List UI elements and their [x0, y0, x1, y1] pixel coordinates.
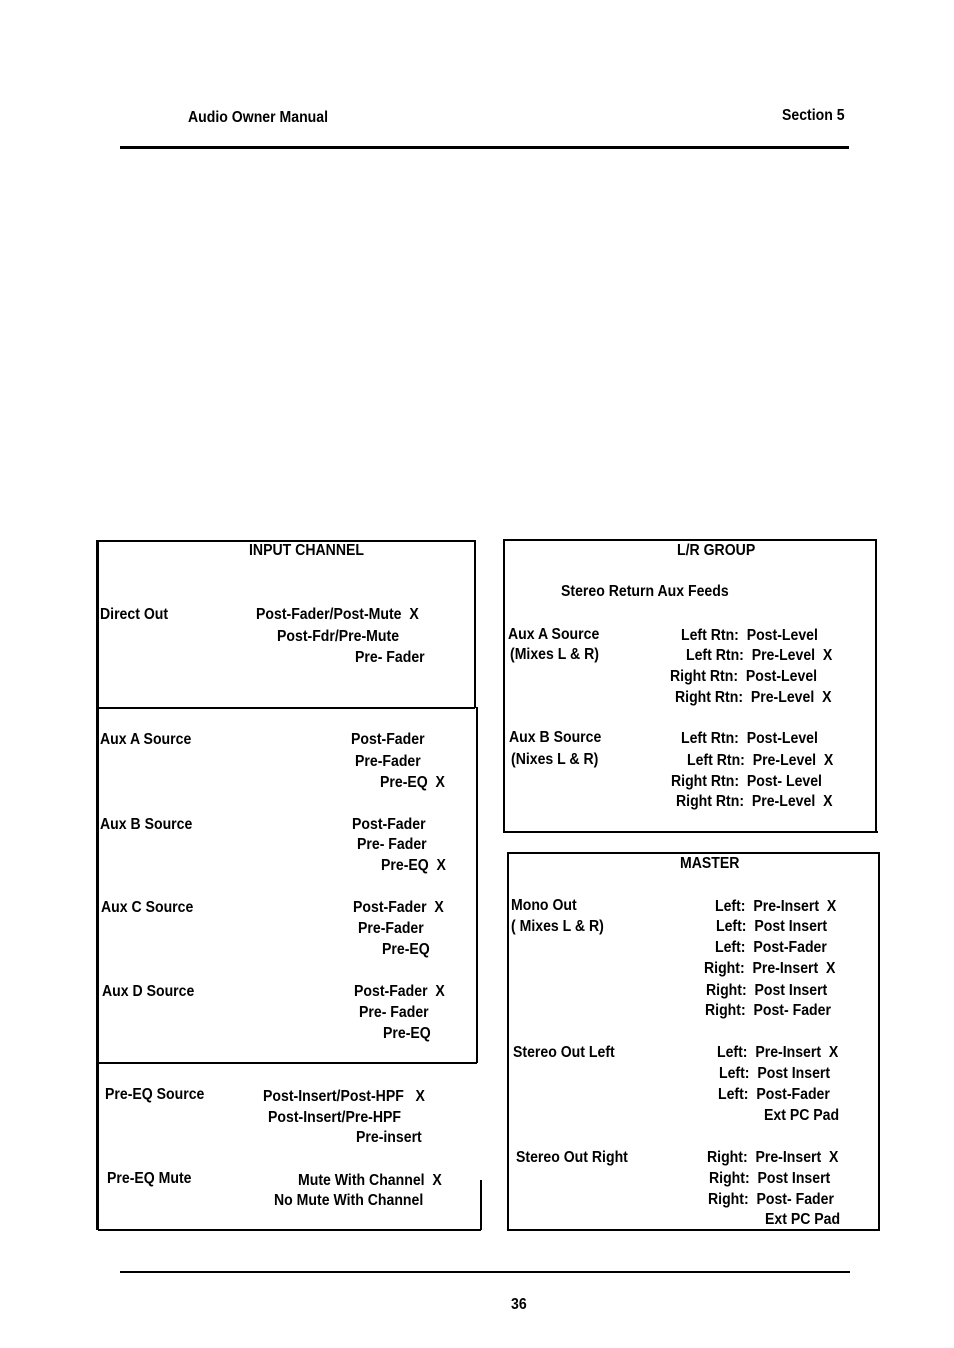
table-right-border	[480, 1180, 482, 1230]
table-right-border	[474, 540, 476, 708]
row-label-aux-a: Aux A Source	[508, 626, 600, 643]
option: Post-Fader X	[354, 983, 445, 1000]
option: Ext PC Pad	[765, 1211, 841, 1228]
option: Left: Post-Fader	[718, 1086, 830, 1103]
option: Left Rtn: Post-Level	[681, 730, 818, 747]
row-sublabel: (Mixes L & R)	[510, 646, 599, 663]
table-bottom-border	[503, 831, 878, 833]
option: Pre- Fader	[355, 649, 425, 666]
table-left-border	[96, 540, 99, 1230]
page-number: 36	[511, 1296, 527, 1313]
option: No Mute With Channel	[274, 1192, 424, 1209]
row-label-aux-d: Aux D Source	[102, 983, 195, 1000]
option: Right: Pre-Insert X	[704, 960, 836, 977]
table-left-border	[503, 539, 505, 832]
option: Ext PC Pad	[764, 1107, 840, 1124]
footer-rule	[120, 1271, 850, 1273]
option: Post-Insert/Pre-HPF	[268, 1109, 402, 1126]
option: Pre- Fader	[359, 1004, 429, 1021]
row-label-aux-b: Aux B Source	[509, 729, 602, 746]
option: Post-Insert/Post-HPF X	[263, 1088, 425, 1105]
row-label-stereo-out-right: Stereo Out Right	[516, 1149, 628, 1166]
option: Pre-EQ	[383, 1025, 431, 1042]
option: Post-Fdr/Pre-Mute	[277, 628, 400, 645]
option: Pre-Fader	[355, 753, 421, 770]
option: Right Rtn: Post- Level	[671, 773, 822, 790]
option: Post-Fader	[352, 816, 426, 833]
option: Pre-insert	[356, 1129, 422, 1146]
option: Post-Fader	[351, 731, 425, 748]
option: Right: Post Insert	[706, 982, 828, 999]
option: Right: Pre-Insert X	[707, 1149, 839, 1166]
option: Pre-EQ	[382, 941, 430, 958]
row-label-pre-eq-mute: Pre-EQ Mute	[107, 1170, 192, 1187]
option: Right Rtn: Pre-Level X	[675, 689, 832, 706]
header-rule	[120, 146, 849, 149]
section-divider	[96, 707, 475, 709]
option: Right Rtn: Pre-Level X	[676, 793, 833, 810]
table-subtitle: Stereo Return Aux Feeds	[561, 583, 729, 600]
row-label-pre-eq-source: Pre-EQ Source	[105, 1086, 205, 1103]
option: Mute With Channel X	[298, 1172, 442, 1189]
option: Right: Post- Fader	[705, 1002, 831, 1019]
document-title: Audio Owner Manual	[188, 109, 329, 126]
table-left-border	[507, 852, 509, 1230]
option: Left Rtn: Pre-Level X	[687, 752, 834, 769]
row-label-mono-out: Mono Out	[511, 897, 577, 914]
table-title: INPUT CHANNEL	[249, 542, 364, 559]
option: Left Rtn: Post-Level	[681, 627, 818, 644]
table-title: L/R GROUP	[677, 542, 756, 559]
option: Post-Fader X	[353, 899, 444, 916]
row-label-aux-a: Aux A Source	[100, 731, 192, 748]
table-right-border	[875, 539, 877, 832]
option: Left: Post-Fader	[715, 939, 827, 956]
option: Right: Post Insert	[709, 1170, 831, 1187]
option: Right Rtn: Post-Level	[670, 668, 818, 685]
option: Pre-EQ X	[380, 774, 445, 791]
row-label-aux-c: Aux C Source	[101, 899, 194, 916]
row-label-direct-out: Direct Out	[100, 606, 169, 623]
option: Pre-EQ X	[381, 857, 446, 874]
option: Post-Fader/Post-Mute X	[256, 606, 419, 623]
row-label-stereo-out-left: Stereo Out Left	[513, 1044, 615, 1061]
table-right-border	[476, 707, 478, 1063]
table-bottom-border	[98, 1229, 481, 1231]
option: Left: Pre-Insert X	[717, 1044, 839, 1061]
row-sublabel: ( Mixes L & R)	[511, 918, 604, 935]
option: Pre-Fader	[358, 920, 424, 937]
option: Left: Post Insert	[716, 918, 828, 935]
table-title: MASTER	[680, 855, 740, 872]
section-label: Section 5	[782, 107, 845, 124]
option: Right: Post- Fader	[708, 1191, 834, 1208]
row-sublabel: (Nixes L & R)	[511, 751, 599, 768]
table-right-border	[878, 852, 880, 1230]
option: Left: Pre-Insert X	[715, 898, 837, 915]
section-divider	[98, 1062, 477, 1064]
option: Left: Post Insert	[719, 1065, 831, 1082]
row-label-aux-b: Aux B Source	[100, 816, 193, 833]
option: Pre- Fader	[357, 836, 427, 853]
option: Left Rtn: Pre-Level X	[686, 647, 833, 664]
